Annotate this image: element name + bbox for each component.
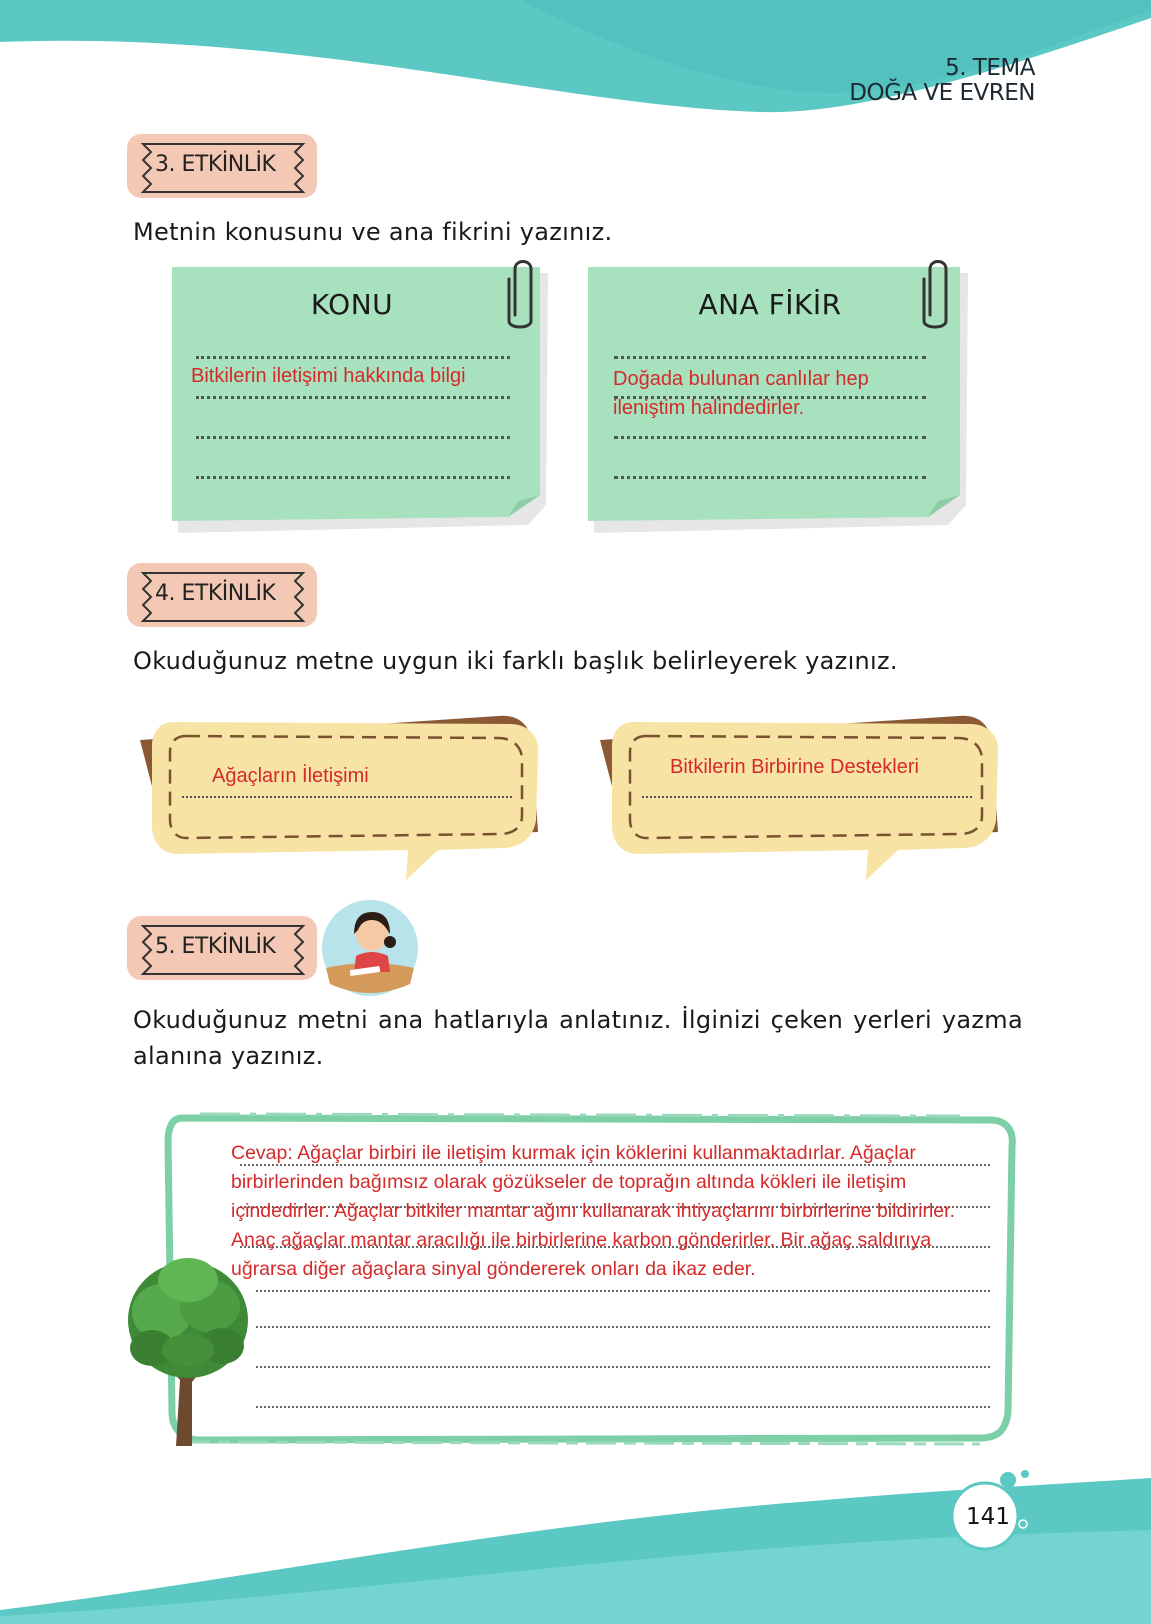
girl-writing-icon <box>320 898 420 998</box>
tree-icon <box>118 1250 258 1450</box>
activity5-instruction-line-2: alanına yazınız. <box>133 1042 324 1070</box>
activity5-answer <box>231 1139 1111 1284</box>
ana-fikir-line-3 <box>614 436 926 439</box>
konu-line-4 <box>196 476 510 479</box>
konu-line-3 <box>196 436 510 439</box>
theme-heading <box>849 56 1035 106</box>
theme-number: 5. TEMA <box>945 55 1035 81</box>
konu-answer: Bitkilerin iletişimi hakkında bilgi <box>191 365 466 387</box>
answer-line-3: içindedirler. Ağaçlar bitkiler mantar ağını kullanarak ihtiyaçlarını birbirlerine bildirirler. <box>231 1200 955 1222</box>
activity5-tag-label: 5. ETKİNLİK <box>155 934 276 959</box>
answer-line-4: Anaç ağaçlar mantar aracılığı ile birbirlerine karbon gönderirler. Bir ağaç saldırıya <box>231 1229 932 1251</box>
answer-line-2: birbirlerinden bağımsız olarak gözükseler de toprağın altında kökleri ile iletişim <box>231 1171 907 1193</box>
writing-line-6 <box>256 1366 990 1368</box>
writing-line-4 <box>256 1290 990 1292</box>
activity3-instruction: Metnin konusunu ve ana fikrini yazınız. <box>133 218 613 246</box>
title1-answer: Ağaçların İletişimi <box>212 765 369 787</box>
title1-line <box>182 796 512 798</box>
activity4-instruction: Okuduğunuz metne uygun iki farklı başlık belirleyerek yazınız. <box>133 647 898 675</box>
konu-title: KONU <box>310 288 394 321</box>
activity4-tag <box>125 559 321 633</box>
ana-fikir-answer-line-2: ileniştim halindedirler. <box>613 397 805 419</box>
activity5-tag <box>125 912 321 986</box>
title-bubble-1 <box>138 710 558 890</box>
answer-line-1: Cevap: Ağaçlar birbiri ile iletişim kurmak için köklerini kullanmaktadırlar. Ağaçlar <box>231 1142 916 1164</box>
konu-line-2 <box>196 396 510 399</box>
ana-fikir-answer-line-1: Doğada bulunan canlılar hep <box>613 368 869 390</box>
ana-fikir-line-1 <box>614 356 926 359</box>
activity3-tag <box>125 130 321 204</box>
theme-name: DOĞA VE EVREN <box>849 80 1035 106</box>
activity5-instruction <box>133 1006 1023 1070</box>
page-number: 141 <box>966 1504 1010 1530</box>
writing-line-7 <box>256 1406 990 1408</box>
ana-fikir-line-4 <box>614 476 926 479</box>
answer-line-5: uğrarsa diğer ağaçlara sinyal göndererek onları da ikaz eder. <box>231 1258 756 1280</box>
activity5-instruction-line-1: Okuduğunuz metni ana hatlarıyla anlatınız. İlginizi çeken yerleri yazma <box>133 1006 1023 1034</box>
title2-answer: Bitkilerin Birbirine Destekleri <box>670 756 919 778</box>
title-bubble-2 <box>598 710 1018 890</box>
activity3-tag-label: 3. ETKİNLİK <box>155 152 276 177</box>
writing-line-5 <box>256 1326 990 1328</box>
activity4-tag-label: 4. ETKİNLİK <box>155 581 276 606</box>
title2-line <box>642 796 972 798</box>
ana-fikir-answer <box>613 365 869 423</box>
konu-line-1 <box>196 356 510 359</box>
ana-fikir-title: ANA FİKİR <box>698 288 842 321</box>
